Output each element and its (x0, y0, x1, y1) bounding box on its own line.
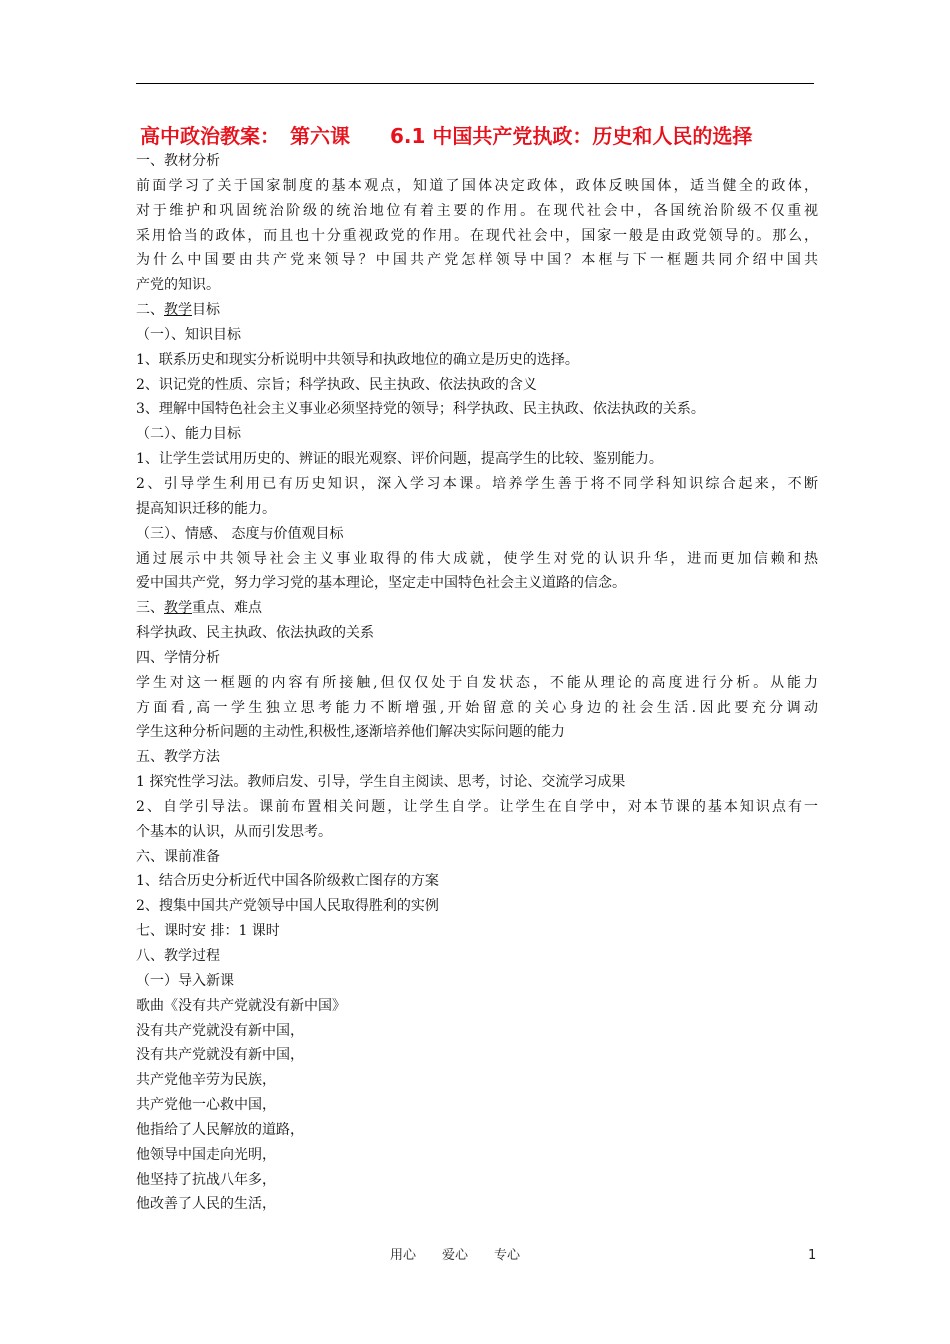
song-line: 他改善了人民的生活， (136, 1196, 276, 1213)
subheading-introduction: （一）导入新课 (136, 972, 234, 989)
page-title: 高中政治教案： 第六课 6.1 中国共产党执政：历史和人民的选择 (140, 124, 753, 148)
heading-suffix: 目标 (192, 302, 220, 319)
song-line: 没有共产党就没有新中国， (136, 1047, 304, 1064)
underlined-link-text[interactable]: 教学 (164, 302, 192, 319)
paragraph-line: 方面看,高一学生独立思考能力不断增强,开始留意的关心身边的社会生活.因此要充分调动 (136, 699, 818, 716)
page-number: 1 (808, 1248, 817, 1263)
paragraph-line: 采用恰当的政体，而且也十分重视政党的作用。在现代社会中，国家一般是由政党领导的。那么， (136, 227, 818, 244)
list-item: 2、搜集中国共产党领导中国人民取得胜利的实例 (136, 898, 439, 915)
section-heading-key-points (136, 596, 818, 621)
heading-prefix: 三、 (136, 600, 164, 617)
paragraph-line: 学生这种分析问题的主动性,积极性,逐渐培养他们解决实际问题的能力 (136, 724, 565, 741)
section-heading-textbook-analysis: 一、教材分析 (136, 153, 220, 169)
list-item: 2、引导学生利用已有历史知识，深入学习本课。培养学生善于将不同学科知识综合起来，不断 (136, 475, 818, 492)
section-heading-teaching-goals (136, 298, 818, 323)
paragraph-line: 对于维护和巩固统治阶级的统治地位有着主要的作用。在现代社会中，各国统治阶级不仅重视 (136, 202, 818, 219)
paragraph-line: 前面学习了关于国家制度的基本观点，知道了国体决定政体，政体反映国体，适当健全的政体， (136, 177, 818, 194)
document-body (136, 149, 818, 1217)
heading-prefix: 二、 (136, 302, 164, 319)
song-line: 他领导中国走向光明， (136, 1146, 276, 1163)
paragraph-line: 科学执政、民主执政、依法执政的关系 (136, 625, 374, 642)
subheading-ability-goals: （二）、能力目标 (136, 426, 241, 443)
paragraph-line: 为什么中国要由共产党来领导？中国共产党怎样领导中国？本框与下一框题共同介绍中国共 (136, 252, 818, 269)
section-heading-teaching-process: 八、教学过程 (136, 948, 220, 964)
list-item: 2、自学引导法。课前布置相关问题，让学生自学。让学生在自学中，对本节课的基本知识点有一 (136, 798, 818, 815)
list-item: 1、结合历史分析近代中国各阶级救亡图存的方案 (136, 873, 439, 890)
song-line: 共产党他一心救中国， (136, 1097, 276, 1114)
song-line: 没有共产党就没有新中国， (136, 1022, 304, 1039)
song-title: 歌曲《没有共产党就没有新中国》 (136, 997, 346, 1014)
list-item: 1、联系历史和现实分析说明中共领导和执政地位的确立是历史的选择。 (136, 351, 579, 368)
song-line: 他指给了人民解放的道路， (136, 1121, 304, 1138)
list-item: 3、理解中国特色社会主义事业必须坚持党的领导；科学执政、民主执政、依法执政的关系。 (136, 401, 705, 418)
song-line: 他坚持了抗战八年多， (136, 1171, 276, 1188)
list-item: 提高知识迁移的能力。 (136, 500, 276, 517)
paragraph-line: 产党的知识。 (136, 277, 220, 294)
footer-motto: 用心 爱心 专心 (390, 1248, 521, 1263)
list-item: 2、识记党的性质、宗旨；科学执政、民主执政、依法执政的含义 (136, 376, 537, 393)
section-heading-class-hours: 七、课时安 排：1 课时 (136, 923, 280, 940)
paragraph-line: 通过展示中共领导社会主义事业取得的伟大成就，使学生对党的认识升华，进而更加信赖和热 (136, 550, 818, 567)
underlined-link-text[interactable]: 教学 (164, 600, 192, 617)
paragraph-line: 学生对这一框题的内容有所接触,但仅仅处于自发状态，不能从理论的高度进行分析。从能力 (136, 674, 818, 691)
section-heading-preparation: 六、课前准备 (136, 848, 220, 865)
header-rule (136, 83, 814, 84)
list-item: 1、让学生尝试用历史的、辨证的眼光观察、评价问题，提高学生的比较、鉴别能力。 (136, 451, 663, 468)
song-line: 共产党他辛劳为民族， (136, 1072, 276, 1089)
section-heading-student-analysis: 四、学情分析 (136, 649, 220, 666)
subheading-attitude-goals: （三）、情感、 态度与价值观目标 (136, 525, 344, 542)
page-footer (0, 1245, 950, 1267)
section-heading-teaching-methods: 五、教学方法 (136, 749, 220, 766)
paragraph-line: 爱中国共产党，努力学习党的基本理论，坚定走中国特色社会主义道路的信念。 (136, 575, 626, 592)
subheading-knowledge-goals: （一）、知识目标 (136, 326, 241, 343)
list-item: 个基本的认识，从而引发思考。 (136, 823, 332, 840)
heading-suffix: 重点、难点 (192, 600, 262, 617)
list-item: 1 探究性学习法。教师启发、引导，学生自主阅读、思考，讨论、交流学习成果 (136, 774, 626, 791)
